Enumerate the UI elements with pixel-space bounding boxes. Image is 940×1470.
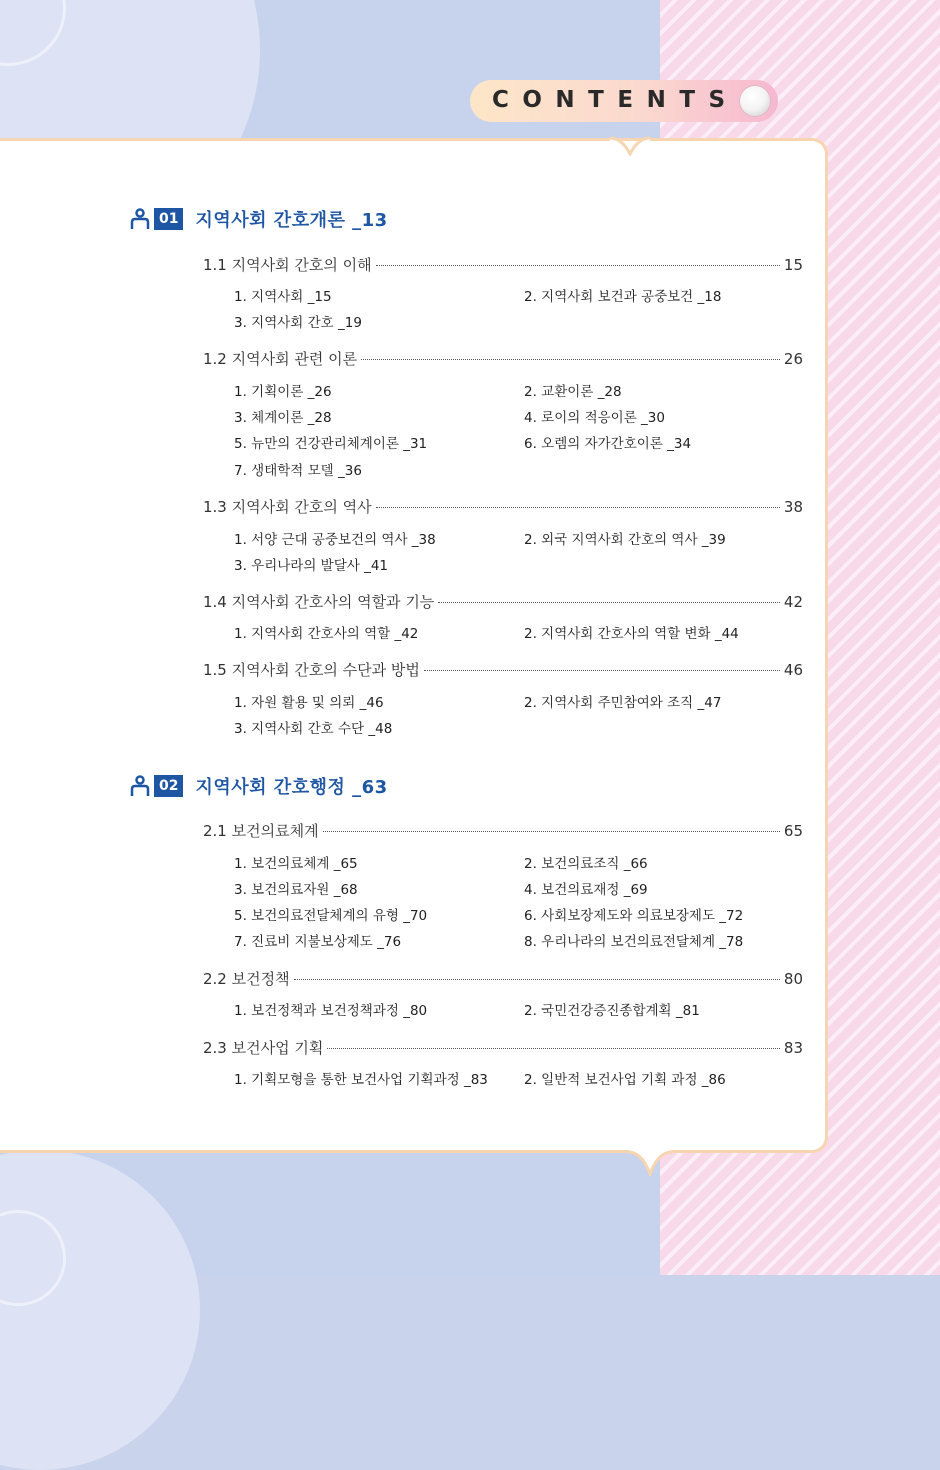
section-row[interactable] — [203, 348, 803, 369]
leader-dots — [376, 507, 780, 508]
section-row[interactable] — [203, 254, 803, 275]
list-item[interactable]: 5. 보건의료전달체계의 유형 _70 — [234, 908, 428, 924]
leader-dots — [424, 670, 780, 671]
section-label: 1.1 지역사회 간호의 이해 — [203, 256, 372, 274]
chapter-number: 01 — [154, 208, 183, 230]
list-item[interactable]: 3. 지역사회 간호 _19 — [234, 315, 362, 331]
contents-title: CONTENTS — [492, 87, 739, 113]
list-item[interactable]: 1. 보건의료체계 _65 — [234, 856, 358, 872]
list-item[interactable]: 1. 기획모형을 통한 보건사업 기획과정 _83 — [234, 1072, 488, 1088]
list-item[interactable]: 2. 외국 지역사회 간호의 역사 _39 — [524, 532, 726, 548]
list-item[interactable]: 2. 일반적 보건사업 기획 과정 _86 — [524, 1072, 726, 1088]
list-item[interactable]: 5. 뉴만의 건강관리체계이론 _31 — [234, 436, 428, 452]
leader-dots — [327, 1048, 780, 1049]
list-item[interactable]: 1. 자원 활용 및 의뢰 _46 — [234, 695, 384, 711]
chapter-heading — [130, 206, 388, 232]
leader-dots — [438, 602, 780, 603]
section-row[interactable] — [203, 968, 803, 989]
section-label: 2.2 보건정책 — [203, 970, 290, 988]
leader-dots — [376, 265, 780, 266]
list-item[interactable]: 1. 서양 근대 공중보건의 역사 _38 — [234, 532, 436, 548]
chapter-title: 지역사회 간호행정 _63 — [195, 777, 388, 798]
person-icon — [130, 775, 150, 797]
leader-dots — [294, 979, 780, 980]
list-item[interactable]: 2. 국민건강증진종합계획 _81 — [524, 1003, 700, 1019]
section-label: 1.4 지역사회 간호사의 역할과 기능 — [203, 593, 435, 611]
section-row[interactable] — [203, 496, 803, 517]
list-item[interactable]: 3. 보건의료자원 _68 — [234, 882, 358, 898]
leader-dots — [323, 831, 780, 832]
list-item[interactable]: 1. 기획이론 _26 — [234, 384, 332, 400]
section-label: 1.5 지역사회 간호의 수단과 방법 — [203, 661, 420, 679]
list-item[interactable]: 2. 교환이론 _28 — [524, 384, 622, 400]
chapter-number: 02 — [154, 775, 183, 797]
section-page: 15 — [783, 256, 803, 274]
section-page: 42 — [783, 593, 803, 611]
section-row[interactable] — [203, 591, 803, 612]
list-item[interactable]: 2. 지역사회 주민참여와 조직 _47 — [524, 695, 722, 711]
list-item[interactable]: 6. 오렘의 자가간호이론 _34 — [524, 436, 692, 452]
list-item[interactable]: 4. 보건의료재정 _69 — [524, 882, 648, 898]
list-item[interactable]: 1. 보건정책과 보건정책과정 _80 — [234, 1003, 428, 1019]
list-item[interactable]: 2. 지역사회 보건과 공중보건 _18 — [524, 289, 722, 305]
section-page: 65 — [783, 822, 803, 840]
leader-dots — [361, 359, 780, 360]
section-label: 2.3 보건사업 기획 — [203, 1039, 324, 1057]
list-item[interactable]: 3. 지역사회 간호 수단 _48 — [234, 721, 393, 737]
section-page: 83 — [783, 1039, 803, 1057]
section-label: 2.1 보건의료체계 — [203, 822, 319, 840]
list-item[interactable]: 1. 지역사회 _15 — [234, 289, 332, 305]
list-item[interactable]: 6. 사회보장제도와 의료보장제도 _72 — [524, 908, 744, 924]
list-item[interactable]: 3. 우리나라의 발달사 _41 — [234, 558, 389, 574]
list-item[interactable]: 4. 로이의 적응이론 _30 — [524, 410, 665, 426]
list-item[interactable]: 3. 체계이론 _28 — [234, 410, 332, 426]
list-item[interactable]: 1. 지역사회 간호사의 역할 _42 — [234, 626, 419, 642]
list-item[interactable]: 7. 진료비 지불보상제도 _76 — [234, 934, 402, 950]
card-notch-top — [610, 128, 650, 156]
section-row[interactable] — [203, 1037, 803, 1058]
section-row[interactable] — [203, 659, 803, 680]
person-icon — [130, 208, 150, 230]
chapter-title: 지역사회 간호개론 _13 — [195, 210, 388, 231]
pearl-icon — [740, 86, 770, 116]
list-item[interactable]: 2. 지역사회 간호사의 역할 변화 _44 — [524, 626, 739, 642]
list-item[interactable]: 8. 우리나라의 보건의료전달체계 _78 — [524, 934, 744, 950]
section-label: 1.3 지역사회 간호의 역사 — [203, 498, 372, 516]
chapter-heading — [130, 773, 388, 799]
section-row[interactable] — [203, 820, 803, 841]
section-page: 26 — [783, 350, 803, 368]
card-notch-bottom — [628, 1148, 672, 1176]
section-page: 80 — [783, 970, 803, 988]
list-item[interactable]: 2. 보건의료조직 _66 — [524, 856, 648, 872]
section-label: 1.2 지역사회 관련 이론 — [203, 350, 358, 368]
section-page: 46 — [783, 661, 803, 679]
section-page: 38 — [783, 498, 803, 516]
contents-header — [470, 80, 778, 122]
list-item[interactable]: 7. 생태학적 모델 _36 — [234, 463, 362, 479]
